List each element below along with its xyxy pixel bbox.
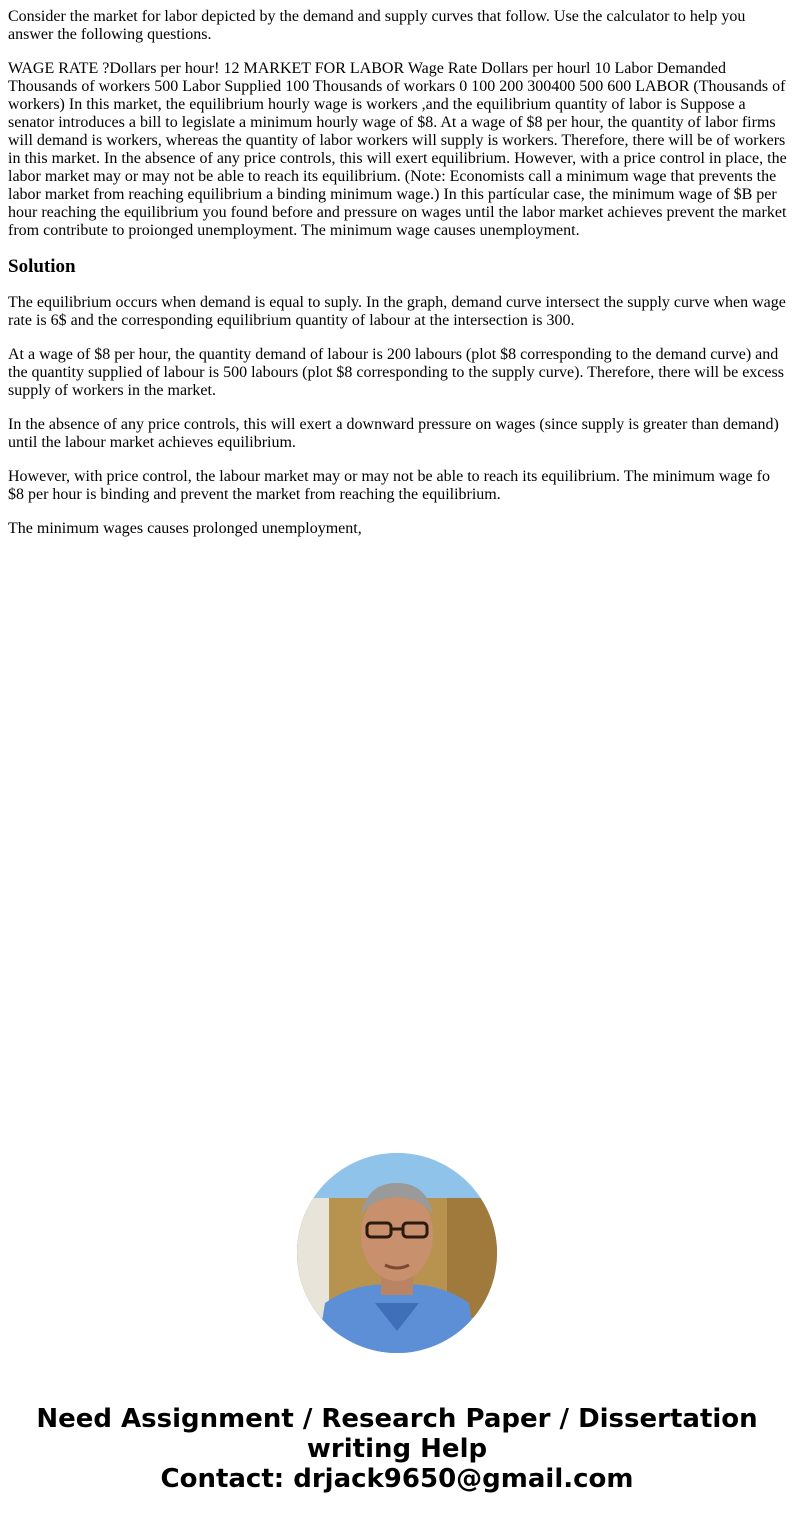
solution-heading: Solution [8, 256, 76, 277]
promo-line: Need Assignment / Research Paper / Dissertation [36, 1404, 758, 1434]
author-avatar [297, 1153, 497, 1353]
promo-line: writing Help [306, 1434, 488, 1464]
solution-paragraph: In the absence of any price controls, this will exert a downward pressure on wages (since supply is greater than demand) until the labour market achieves equilibrium. [8, 416, 779, 451]
solution-paragraph: At a wage of $8 per hour, the quantity demand of labour is 200 labours (plot $8 corresponding to the demand curve) and the quantity supplied of labour is 500 labours (plot $8 corresponding to the supply curve). Therefore, there will be excess supply of workers in the market. [8, 346, 784, 399]
solution-paragraph: The minimum wages causes prolonged unemployment, [8, 520, 362, 537]
avatar-portrait-icon [297, 1153, 497, 1353]
question-intro: Consider the market for labor depicted by the demand and supply curves that follow. Use the calculator to help you answer the following questions. [8, 8, 746, 43]
promo-contact: Contact: drjack9650@gmail.com [160, 1464, 634, 1494]
solution-paragraph: However, with price control, the labour market may or may not be able to reach its equilibrium. The minimum wage fo $8 per hour is binding and prevent the market from reaching the equilibrium. [8, 468, 770, 503]
solution-paragraph: The equilibrium occurs when demand is equal to suply. In the graph, demand curve intersect the supply curve when wage rate is 6$ and the corresponding equilibrium quantity of labour at the intersection is 300. [8, 294, 786, 329]
promo-banner [0, 1404, 794, 1494]
question-body: WAGE RATE ?Dollars per hour! 12 MARKET FOR LABOR Wage Rate Dollars per hourl 10 Labor Demanded Thousands of workers 500 Labor Supplied 100 Thousands of workars 0 100 200 300400 500 600 LABOR (Thousands of workers) In this market, the equilibrium hourly wage is workers ,and the equilibrium quantity of labor is Suppose a senator introduces a bill to legislate a minimum hourly wage of $8. At a wage of $8 per hour, the quantity of labor firms will demand is workers, whereas the quantity of labor workers will supply is workers. Therefore, there will be of workers in this market. In the absence of any price controls, this will exert equilibrium. However, with a price control in place, the labor market may or may not be able to reach its equilibrium. (Note: Economists call a minimum wage that prevents the labor market from reaching equilibrium a binding minimum wage.) In this partícular case, the minimum wage of $B per hour reaching the equilibrium you found before and pressure on wages until the labor market achieves prevent the market from contribute to proionged unemployment. The minimum wage causes unemployment. [8, 60, 787, 239]
document-content [8, 8, 787, 554]
